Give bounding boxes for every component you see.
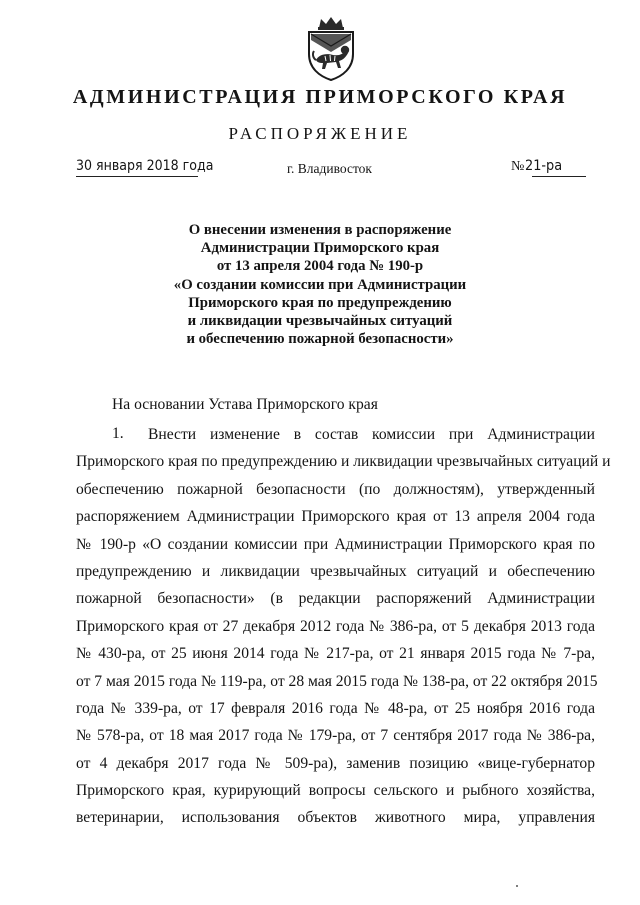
number-prefix: № bbox=[511, 159, 525, 174]
body-line: № 578-ра, от 18 мая 2017 года № 179-ра, от 7 сентября 2017 года № 386-ра, bbox=[76, 727, 595, 745]
document-title bbox=[0, 221, 640, 348]
title-line: и обеспечению пожарной безопасности» bbox=[186, 331, 454, 348]
body-line: пожарной безопасности» (в редакции распоряжений Администрации bbox=[76, 590, 595, 608]
title-line: О внесении изменения в распоряжение bbox=[188, 222, 452, 238]
number-underline bbox=[532, 176, 586, 177]
body-line: обеспечению пожарной безопасности (по должностям), утвержденный bbox=[76, 480, 595, 498]
body-line: № 430-ра, от 25 июня 2014 года № 217-ра, от 21 января 2015 года № 7-ра, bbox=[76, 645, 595, 663]
scan-mark bbox=[516, 885, 518, 887]
body-line: ветеринарии, использования объектов животного мира, управления bbox=[76, 809, 595, 827]
body-line: года № 339-ра, от 17 февраля 2016 года № 48-ра, от 25 ноября 2016 года bbox=[76, 699, 595, 717]
date-underline bbox=[76, 176, 198, 177]
body-line: № 190-р «О создании комиссии при Администрации Приморского края по bbox=[76, 535, 595, 553]
body-line: предупреждению и ликвидации чрезвычайных ситуаций и обеспечению bbox=[76, 562, 595, 580]
document-type: РАСПОРЯЖЕНИЕ bbox=[228, 124, 412, 143]
document-number bbox=[511, 158, 566, 175]
document-date: 30 января 2018 года bbox=[76, 158, 214, 174]
document-city: г. Владивосток bbox=[287, 161, 372, 176]
body-line: Приморского края, курирующий вопросы сельского и рыбного хозяйства, bbox=[76, 782, 595, 800]
title-line: и ликвидации чрезвычайных ситуаций bbox=[187, 313, 453, 330]
body-line: от 7 мая 2015 года № 119-ра, от 28 мая 2015 года № 138-ра, от 22 октября 2015 bbox=[76, 672, 598, 690]
body-line: от 4 декабря 2017 года № 509-ра), заменив позицию «вице-губернатор bbox=[76, 754, 595, 772]
title-line: «О создании комиссии при Администрации bbox=[173, 276, 467, 293]
title-line: Приморского края по предупреждению bbox=[188, 294, 452, 311]
body-line: Приморского края по предупреждению и ликвидации чрезвычайных ситуаций и bbox=[76, 453, 611, 471]
item-body bbox=[76, 425, 611, 836]
basis-paragraph: На основании Устава Приморского края bbox=[112, 396, 378, 413]
body-line: Внести изменение в состав комиссии при Администрации bbox=[148, 426, 595, 443]
number-value: 21-ра bbox=[525, 158, 563, 174]
title-line: от 13 апреля 2004 года № 190-р bbox=[216, 258, 424, 275]
primorsky-coat-of-arms-icon bbox=[303, 16, 359, 82]
title-line: Администрации Приморского края bbox=[200, 240, 440, 257]
item-number: 1. bbox=[112, 425, 124, 442]
body-line: Приморского края от 27 декабря 2012 года № 386-ра, от 5 декабря 2013 года bbox=[76, 617, 595, 635]
organization-name: АДМИНИСТРАЦИЯ ПРИМОРСКОГО КРАЯ bbox=[72, 86, 568, 108]
body-line: распоряжением Администрации Приморского края от 13 апреля 2004 года bbox=[76, 508, 595, 526]
